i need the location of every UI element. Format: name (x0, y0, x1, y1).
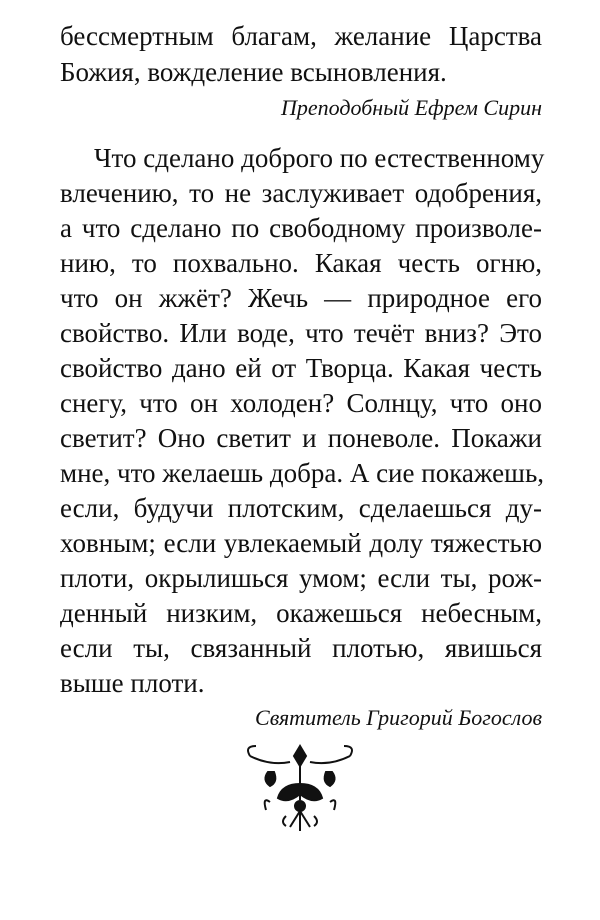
text-line: свойство дано ей от Творца. Какая честь (60, 353, 542, 383)
text-line: свойство. Или воде, что течёт вниз? Это (60, 318, 542, 348)
text-line: ховным; если увлекаемый долу тяжестью (60, 528, 542, 558)
text-line: а что сделано по свободному произволе- (60, 213, 542, 243)
text-line: выше плоти. (60, 668, 205, 698)
text-line: бессмертным благам, желание Царства (60, 21, 542, 51)
text-line: денный низким, окажешься небесным, (60, 598, 542, 628)
attribution: Святитель Григорий Богослов (255, 705, 542, 730)
text-line: Божия, вожделение всыновления. (60, 57, 447, 87)
text-line: мне, что желаешь добра. А сие покажешь, (60, 458, 545, 488)
text-line: плоти, окрылишься умом; если ты, рож- (60, 563, 542, 593)
text-line: если ты, связанный плотью, явишься (60, 633, 542, 663)
text-line: если, будучи плотским, сделаешься ду- (60, 493, 542, 523)
text-line: что он жжёт? Жечь — природное его (60, 283, 542, 313)
text-line: Что сделано доброго по естественному (94, 143, 545, 173)
text-line: снегу, что он холоден? Солнцу, что оно (60, 388, 542, 418)
text-line: влечению, то не заслуживает одобрения, (60, 178, 542, 208)
attribution: Преподобный Ефрем Сирин (281, 95, 542, 120)
text-line: нию, то похвально. Какая честь огню, (60, 248, 542, 278)
floral-vignette-icon (240, 744, 360, 834)
text-line: светит? Оно светит и поневоле. Покажи (60, 423, 542, 453)
